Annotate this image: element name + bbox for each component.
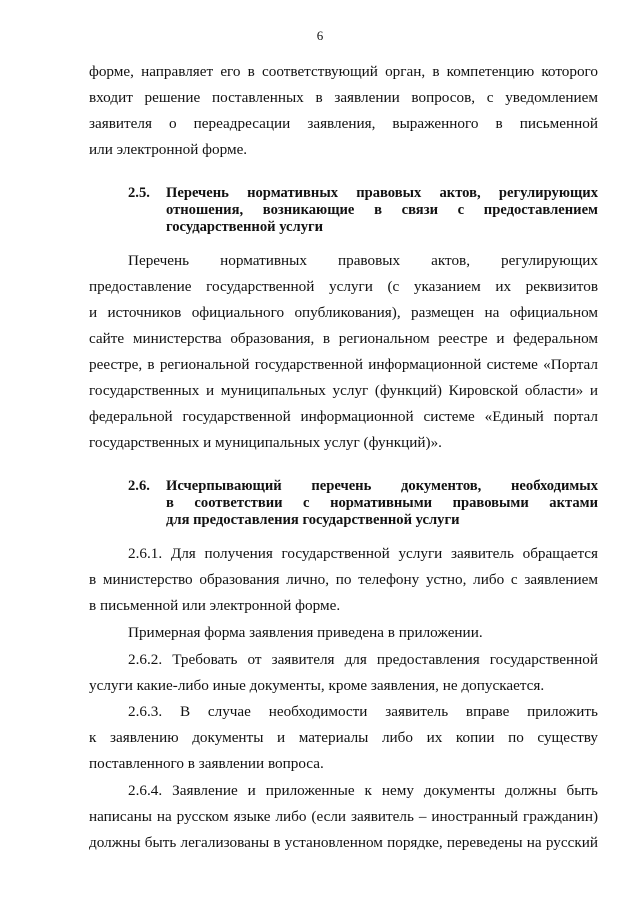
heading-line: в соответствии с нормативными правовыми актами — [166, 495, 598, 511]
heading-line: отношения, возникающие в связи с предоставлением — [166, 202, 598, 218]
text-line: в министерство образования лично, по телефону устно, либо с заявлением — [89, 571, 598, 588]
page-number: 6 — [316, 28, 324, 43]
text-line: Перечень нормативных правовых актов, регулирующих — [128, 252, 598, 269]
text-line: государственных и муниципальных услуг (функций) Кировской области» и — [89, 382, 598, 399]
text-line: или электронной форме. — [89, 141, 248, 158]
heading-line: Перечень нормативных правовых актов, регулирующих — [166, 185, 598, 201]
text-line: должны быть легализованы в установленном порядке, переведены на русский — [89, 834, 598, 851]
text-line: предоставление государственной услуги (с указанием их реквизитов — [89, 278, 598, 295]
text-line: в письменной или электронной форме. — [89, 597, 341, 614]
text-line: услуги какие-либо иные документы, кроме заявления, не допускается. — [89, 677, 545, 694]
text-line: государственных и муниципальных услуг (функций)». — [89, 434, 442, 451]
text-line: 2.6.4. Заявление и приложенные к нему документы должны быть — [128, 782, 598, 799]
text-line: федеральной государственной информационной системе «Единый портал — [89, 408, 598, 425]
text-line: 2.6.1. Для получения государственной услуги заявитель обращается — [128, 545, 598, 562]
text-line: реестре, в региональной государственной информационной системе «Портал — [89, 356, 598, 373]
heading-line: государственной услуги — [166, 219, 324, 235]
text-line: 2.6.2. Требовать от заявителя для предоставления государственной — [128, 651, 598, 668]
text-line: сайте министерства образования, в региональном реестре и федеральном — [89, 330, 598, 347]
heading-line: для предоставления государственной услуги — [166, 512, 460, 528]
section-number: 2.6. — [128, 478, 150, 494]
text-line: заявителя о переадресации заявления, выраженного в письменной — [89, 115, 598, 132]
text-line: к заявлению документы и материалы либо их копии по существу — [89, 729, 598, 746]
text-line: написаны на русском языке либо (если заявитель – иностранный гражданин) — [89, 808, 598, 825]
text-line: входит решение поставленных в заявлении вопросов, с уведомлением — [89, 89, 598, 106]
text-line: 2.6.3. В случае необходимости заявитель вправе приложить — [128, 703, 598, 720]
section-number: 2.5. — [128, 185, 150, 201]
heading-line: Исчерпывающий перечень документов, необходимых — [166, 478, 598, 494]
text-line: Примерная форма заявления приведена в приложении. — [128, 624, 483, 641]
text-line: поставленного в заявлении вопроса. — [89, 755, 324, 772]
text-line: и источников официального опубликования), размещен на официальном — [89, 304, 598, 321]
text-line: форме, направляет его в соответствующий орган, в компетенцию которого — [89, 63, 598, 80]
